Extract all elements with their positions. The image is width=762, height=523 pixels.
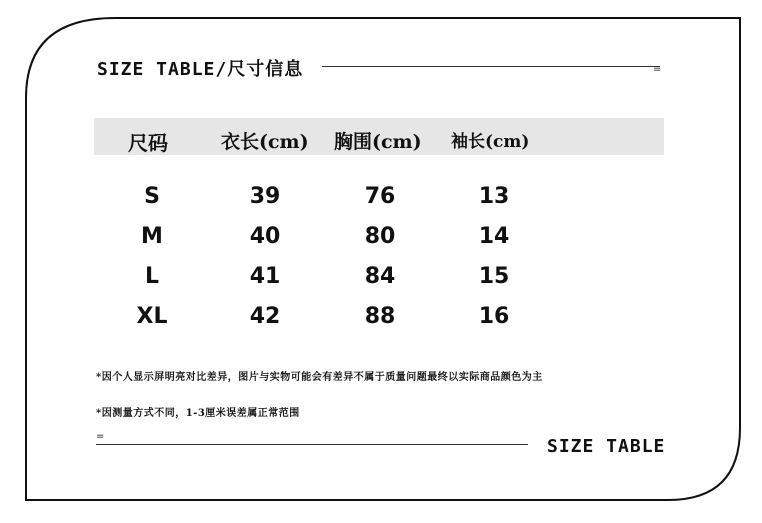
cell-sleeve: 14	[478, 224, 510, 249]
cell-sleeve: 13	[478, 184, 510, 209]
cell-size: S	[144, 184, 160, 209]
cell-chest: 80	[364, 224, 396, 249]
cell-size: L	[144, 264, 160, 289]
size-table-title: SIZE TABLE/尺寸信息	[97, 59, 304, 80]
bottom-equals-mark: =	[96, 431, 105, 442]
cell-chest: 88	[364, 304, 396, 329]
title-divider	[322, 66, 660, 67]
cell-length: 41	[249, 264, 281, 289]
header-size: 尺码	[128, 131, 168, 155]
cell-length: 39	[249, 184, 281, 209]
cell-sleeve: 15	[478, 264, 510, 289]
cell-sleeve: 16	[478, 304, 510, 329]
table-row	[0, 264, 762, 294]
table-row	[0, 224, 762, 254]
cell-chest: 84	[364, 264, 396, 289]
cell-length: 42	[249, 304, 281, 329]
header-chest: 胸围(cm)	[334, 131, 422, 153]
cell-chest: 76	[364, 184, 396, 209]
note-color-difference: *因个人显示屏明亮对比差异，图片与实物可能会有差异不属于质量问题最终以实际商品颜色为主	[96, 372, 543, 383]
table-row	[0, 304, 762, 334]
cell-length: 40	[249, 224, 281, 249]
footer-divider	[96, 444, 528, 445]
cell-size: XL	[136, 304, 168, 329]
cell-size: M	[141, 224, 163, 249]
top-equals-mark: =	[653, 64, 662, 75]
header-length: 衣长(cm)	[221, 131, 309, 153]
footer-label: SIZE TABLE	[547, 436, 666, 457]
note-measurement-error: *因测量方式不同，1-3厘米误差属正常范围	[96, 408, 300, 419]
header-sleeve: 袖长(cm)	[451, 132, 530, 152]
table-row	[0, 184, 762, 214]
